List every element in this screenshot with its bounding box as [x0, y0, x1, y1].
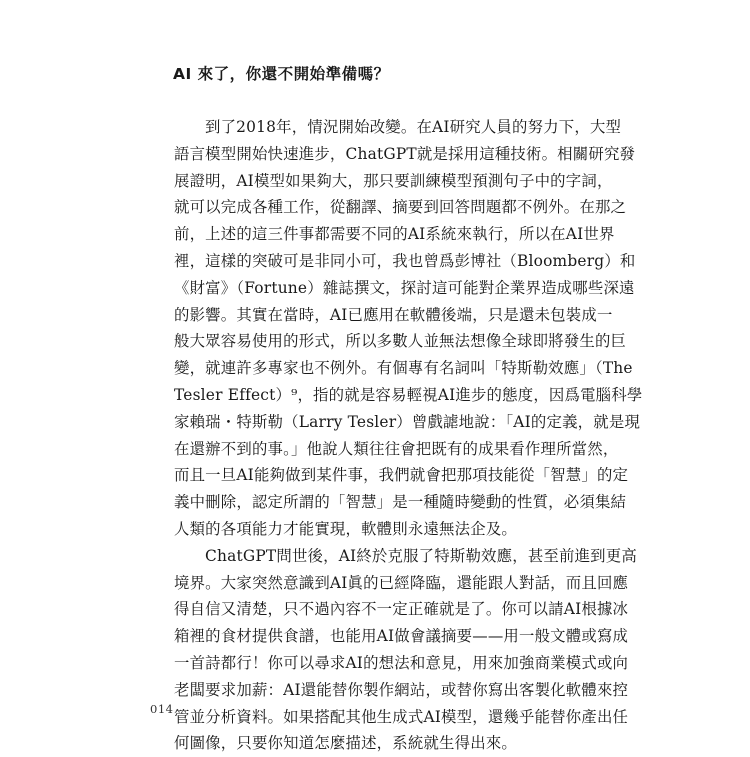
text-line: Tesler Effect）⁹，指的就是容易輕視AI進步的態度，因爲電腦科學 — [174, 385, 643, 404]
text-line: 變，就連許多專家也不例外。有個專有名詞叫「特斯勒效應」（The — [174, 359, 633, 378]
text-line: 就可以完成各種工作，從翻譯、摘要到回答問題都不例外。在那之 — [174, 198, 627, 217]
text-line: 的影響。其實在當時，AI已應用在軟體後端，只是還未包裝成一 — [174, 305, 613, 324]
text-line: 境界。大家突然意識到AI眞的已經降臨，還能跟人對話，而且回應 — [174, 573, 629, 592]
text-line: 到了2018年，情況開始改變。在AI研究人員的努力下，大型 — [205, 118, 622, 136]
text-line: 般大眾容易使用的形式，所以多數人並無法想像全球即將發生的巨 — [174, 332, 627, 351]
text-line: 《財富》（Fortune）雜誌撰文，探討這可能對企業界造成哪些深遠 — [174, 278, 635, 297]
page-number: 014 — [150, 702, 174, 716]
body-text — [174, 114, 643, 757]
text-line: 義中刪除，認定所謂的「智慧」是一種隨時變動的性質，必須集結 — [174, 493, 627, 512]
text-line: ChatGPT問世後，AI終於克服了特斯勒效應，甚至前進到更高 — [205, 546, 637, 565]
text-line: 家賴瑞・特斯勒（Larry Tesler）曾戲謔地說：「AI的定義，就是現 — [174, 412, 641, 431]
text-line: 箱裡的食材提供食譜，也能用AI做會議摘要——用一般文體或寫成 — [174, 627, 629, 646]
text-line: 老闆要求加薪：AI還能替你製作網站，或替你寫出客製化軟體來控 — [174, 680, 629, 699]
text-line: 而且一旦AI能夠做到某件事，我們就會把那項技能從「智慧」的定 — [174, 466, 629, 485]
text-line: 在還辦不到的事。」他說人類往往會把既有的成果看作理所當然， — [174, 439, 619, 458]
chapter-running-header: AI 來了，你還不開始準備嗎？ — [173, 65, 390, 83]
text-line: 得自信又清楚，只不過內容不一定正確就是了。你可以請AI根據冰 — [174, 600, 629, 619]
text-line: 展證明，AI模型如果夠大，那只要訓練模型預測句子中的字詞， — [174, 171, 613, 190]
text-line: 何圖像，只要你知道怎麼描述，系統就生得出來。 — [174, 734, 517, 753]
text-line: 語言模型開始快速進步，ChatGPT就是採用這種技術。相關研究發 — [174, 144, 636, 163]
text-line: 裡，這樣的突破可是非同小可，我也曾爲彭博社（Bloomberg）和 — [174, 251, 636, 270]
text-line: 前，上述的這三件事都需要不同的AI系統來執行，所以在AI世界 — [174, 225, 615, 244]
text-line: 管並分析資料。如果搭配其他生成式AI模型，還幾乎能替你產出任 — [174, 707, 629, 726]
text-line: 一首詩都行！你可以尋求AI的想法和意見，用來加強商業模式或向 — [174, 653, 629, 672]
text-line: 人類的各項能力才能實現，軟體則永遠無法企及。 — [174, 519, 517, 538]
